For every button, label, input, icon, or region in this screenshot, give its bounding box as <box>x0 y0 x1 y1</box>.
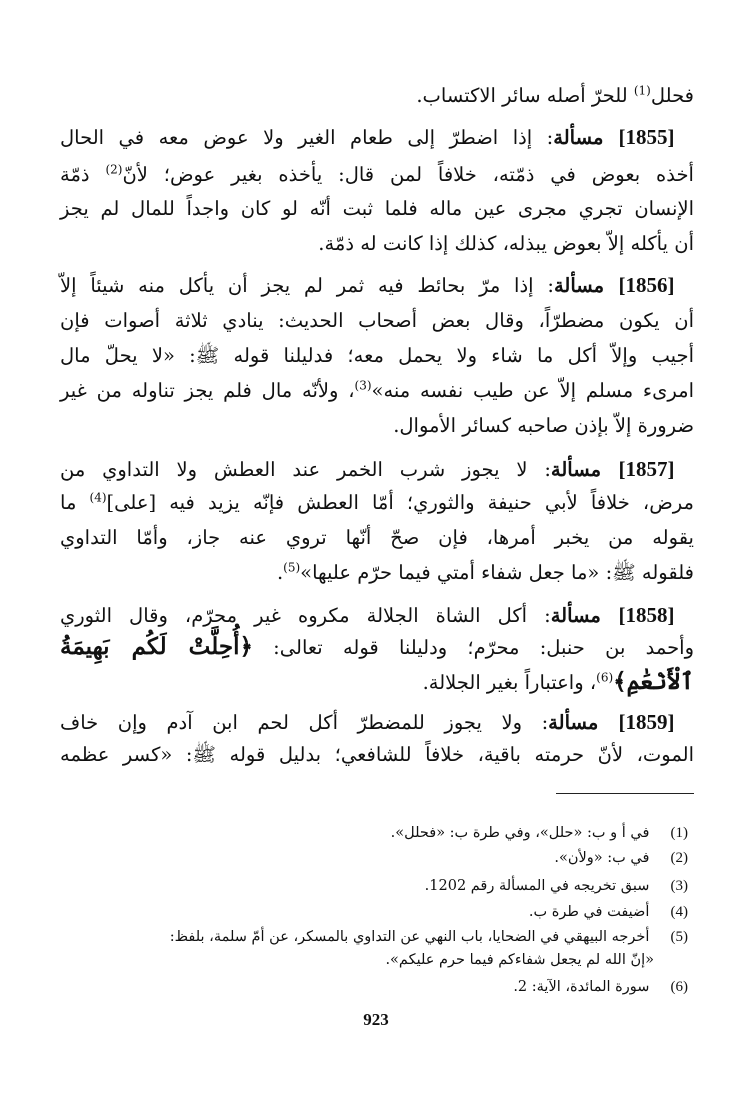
issue-1858-line-1 <box>60 598 694 632</box>
footnote-divider <box>556 793 694 794</box>
footnote-text: سورة المائدة، الآية: 2. <box>513 979 650 995</box>
issue-1856-line-2 <box>60 304 694 338</box>
text-span: الموت، لأنّ حرمته باقية، خلافاً للشافعي؛ بدليل قوله ﷺ: «كسر عظمه <box>60 743 694 766</box>
issue-1856-line-3 <box>60 339 694 373</box>
page-number: 923 <box>363 1010 389 1029</box>
issue-1856-line-5 <box>60 409 694 443</box>
issue-keyword: مسألة <box>553 126 619 149</box>
quran-verse: ﴿أُحِلَّتْ لَكُم بَهِيمَةُ <box>60 633 253 660</box>
issue-1858-line-3 <box>60 665 694 699</box>
issue-1857-line-4 <box>60 556 694 590</box>
issue-number: [1857] <box>618 457 675 481</box>
text-span: فلقوله ﷺ: «ما جعل شفاء أمتي فيما حرّم عليها» <box>300 561 694 584</box>
text-span: ضرورة إلاّ بإذن صاحبه كسائر الأموال. <box>393 414 694 437</box>
text-span: للحرّ أصله سائر الاكتساب. <box>416 84 634 107</box>
text-span: ذمّة <box>60 163 106 186</box>
footnote-continuation <box>24 948 654 972</box>
footnote <box>58 925 688 949</box>
text-span: ما <box>60 491 90 514</box>
issue-1857-line-1 <box>60 452 694 486</box>
issue-1858-line-2 <box>60 630 694 664</box>
issue-1857-line-3 <box>60 521 694 555</box>
footnote-text: أضيفت في طرة ب. <box>528 904 650 920</box>
text-span: وأحمد بن حنبل: محرّم؛ ودليلنا قوله تعالى: <box>252 636 694 659</box>
text-line <box>60 79 694 113</box>
text-span: . <box>276 561 284 584</box>
footnote-ref: (1) <box>633 83 651 98</box>
issue-keyword: مسألة <box>550 604 619 627</box>
issue-keyword: مسألة <box>548 711 619 734</box>
footnote-number: (5) <box>670 929 688 945</box>
issue-keyword: مسألة <box>550 458 619 481</box>
footnote <box>58 900 688 924</box>
text-span: : إذا اضطرّ إلى طعام الغير ولا عوض معه في الحال <box>60 126 554 149</box>
footnote <box>58 821 688 845</box>
issue-1859-line-1 <box>60 705 694 739</box>
issue-1859-line-2 <box>60 738 694 772</box>
text-span: ، ولأنّه مال فلم يجز تناوله من غير <box>60 379 355 402</box>
footnote-number: (1) <box>670 825 688 841</box>
footnote-ref: (4) <box>89 490 107 505</box>
issue-1855-line-1 <box>60 120 694 154</box>
footnote-text: في أ و ب: «حلل»، وفي طرة ب: «فحلل». <box>390 825 650 841</box>
issue-number: [1859] <box>618 710 675 734</box>
text-span: أجيب وإلاّ أكل ما شاء ولا يحمل معه؛ فدليلنا قوله ﷺ: «لا يحلّ مال <box>60 344 694 367</box>
footnote-number: (3) <box>670 878 688 894</box>
issue-1857-line-2 <box>60 486 694 520</box>
footnote-number: (6) <box>670 979 688 995</box>
issue-keyword: مسألة <box>553 274 619 297</box>
issue-number: [1856] <box>618 273 675 297</box>
text-span: أن يأكله إلاّ بعوض يبذله، كذلك إذا كانت له ذمّة. <box>318 232 694 255</box>
footnote-ref: (6) <box>596 670 614 685</box>
text-span: مرض، خلافاً لأبي حنيفة والثوري؛ أمّا العطش فإنّه يزيد فيه [على] <box>106 491 694 514</box>
footnote-text: سبق تخريجه في المسألة رقم 1202. <box>424 878 650 894</box>
issue-1855-line-4 <box>60 227 694 261</box>
footnote-text: «إنّ الله لم يجعل شفاءكم فيما حرم عليكم». <box>385 952 654 968</box>
footnote <box>58 874 688 898</box>
text-span: : لا يجوز شرب الخمر عند العطش ولا التداوي من <box>60 458 551 481</box>
footnote-number: (4) <box>670 904 688 920</box>
footnote-ref: (2) <box>105 162 123 177</box>
text-span: أن يكون مضطرّاً، وقال بعض أصحاب الحديث: ينادي ثلاثة أصوات فإن <box>60 309 694 332</box>
text-span: فحلل <box>650 84 694 107</box>
issue-number: [1855] <box>618 125 675 149</box>
footnote-number: (2) <box>670 850 688 866</box>
issue-number: [1858] <box>618 603 675 627</box>
issue-1855-line-2 <box>60 158 694 192</box>
quran-verse: ٱلْأَنْعَٰمِ﴾ <box>613 668 694 695</box>
issue-1855-line-3 <box>60 192 694 226</box>
issue-1856-line-1 <box>60 268 694 302</box>
text-span: ، واعتباراً بغير الجلالة. <box>422 671 597 694</box>
text-span: : ولا يجوز للمضطرّ أكل لحم ابن آدم وإن خاف <box>60 711 549 734</box>
text-span: : إذا مرّ بحائط فيه ثمر لم يجز أن يأكل منه شيئاً إلاّ <box>60 274 554 297</box>
footnote <box>58 846 688 870</box>
footnote <box>58 975 688 999</box>
text-span: يقوله من يخبر أمرها، فإن صحّ أنّها تروي عنه جاز، وأمّا التداوي <box>60 526 694 549</box>
text-span: الإنسان تجري مجرى عين ماله فلما ثبت أنّه لو كان واجداً للمال لم يجز <box>60 197 694 220</box>
footnote-ref: (3) <box>354 378 372 393</box>
footnote-text: في ب: «ولأن». <box>554 850 650 866</box>
footnote-text: أخرجه البيهقي في الضحايا، باب النهي عن التداوي بالمسكر، عن أمّ سلمة، بلفظ: <box>169 929 650 945</box>
issue-1856-line-4 <box>60 374 694 408</box>
footnote-ref: (5) <box>283 560 301 575</box>
text-span: أخذه بعوض في ذمّته، خلافاً لمن قال: يأخذه بغير عوض؛ لأنّ <box>122 163 694 186</box>
text-span: امرىء مسلم إلاّ عن طيب نفسه منه» <box>371 379 694 402</box>
text-span: : أكل الشاة الجلالة مكروه غير محرّم، وقال الثوري <box>60 604 551 627</box>
